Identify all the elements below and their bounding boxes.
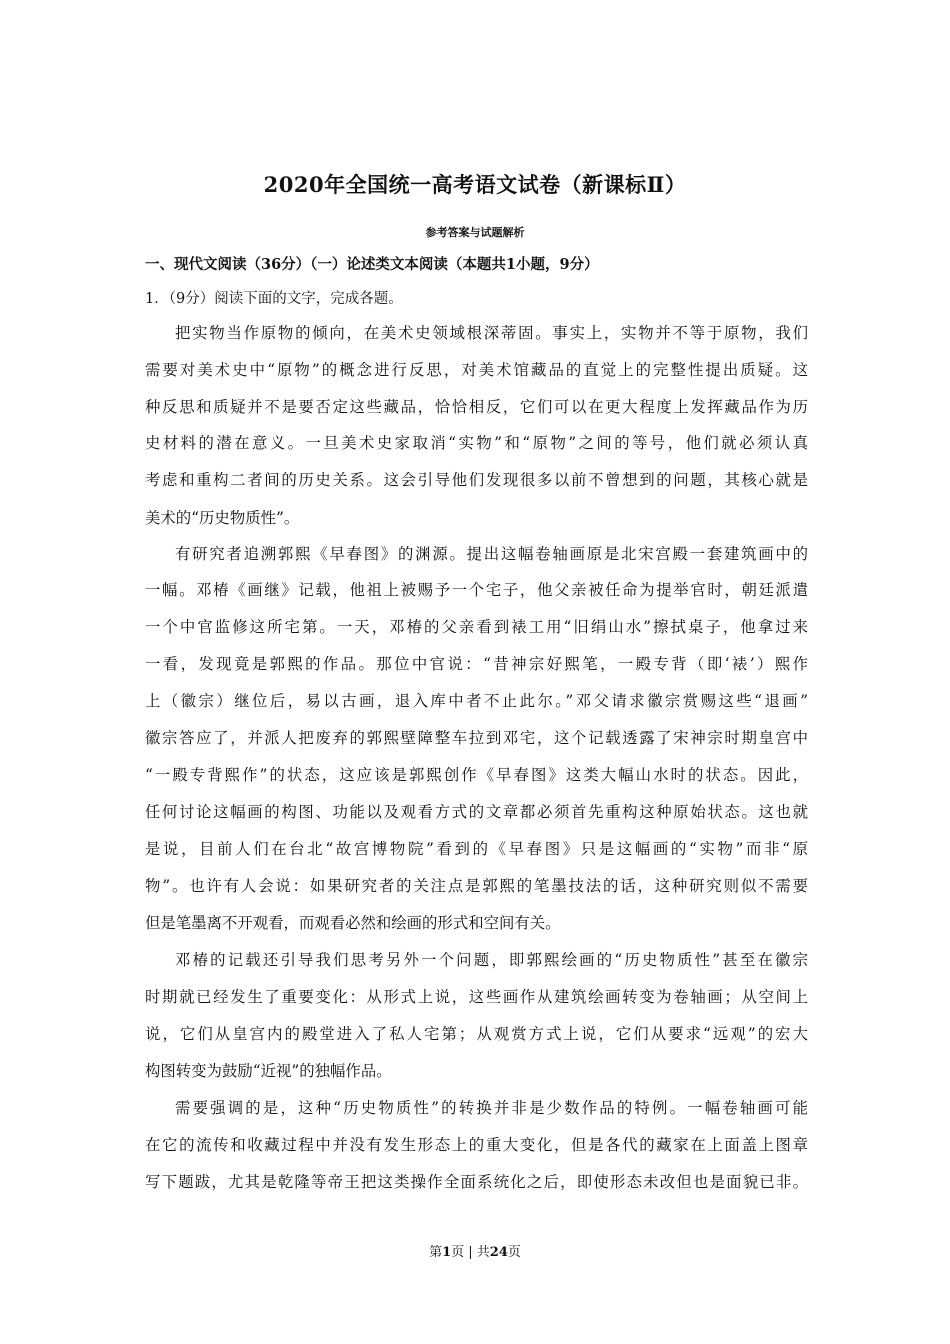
text-line: 需要对美术史中“原物”的概念进行反思，对美术馆藏品的直觉上的完整性提出质疑。这	[145, 361, 808, 379]
text-line: 在它的流传和收藏过程中并没有发生形态上的重大变化，但是各代的藏家在上面盖上图章	[145, 1136, 808, 1154]
footer-page-suffix: 页	[507, 1245, 521, 1260]
text-line: 徽宗答应了，并派人把废弃的郭熙壁障整车拉到邓宅，这个记载透露了宋神宗时期皇宫中	[145, 729, 808, 747]
text-line: 美术的“历史物质性”。	[145, 509, 300, 527]
document-subtitle: 参考答案与试题解析	[425, 226, 525, 239]
text-line: 史材料的潜在意义。一旦美术史家取消“实物”和“原物”之间的等号，他们就必须认真	[145, 434, 808, 452]
page-footer	[0, 1244, 950, 1262]
text-line: 时期就已经发生了重要变化：从形式上说，这些画作从建筑绘画转变为卷轴画；从空间上	[145, 988, 808, 1006]
text-line: 有研究者追溯郭熙《早春图》的渊源。提出这幅卷轴画原是北宋宫殿一套建筑画中的	[175, 545, 808, 563]
footer-page-mid: 页 | 共	[451, 1245, 490, 1260]
text-line: 种反思和质疑并不是要否定这些藏品，恰恰相反，它们可以在更大程度上发挥藏品作为历	[145, 398, 808, 416]
text-line: 任何讨论这幅画的构图、功能以及观看方式的文章都必须首先重构这种原始状态。这也就	[145, 803, 808, 821]
text-line: 物”。也许有人会说：如果研究者的关注点是郭熙的笔墨技法的话，这种研究则似不需要	[145, 877, 808, 895]
text-line: 写下题跋，尤其是乾隆等帝王把这类操作全面系统化之后，即使形态未改但也是面貌已非。	[145, 1173, 808, 1191]
question-intro: 1．（9分）阅读下面的文字，完成各题。	[145, 291, 403, 307]
text-line: “一殿专背熙作”的状态，这应该是郭熙创作《早春图》这类大幅山水时的状态。因此，	[145, 766, 808, 784]
footer-page-prefix: 第	[429, 1245, 443, 1260]
text-line: 考虑和重构二者间的历史关系。这会引导他们发现很多以前不曾想到的问题，其核心就是	[145, 471, 808, 489]
text-line: 构图转变为鼓励“近视”的独幅作品。	[145, 1062, 392, 1080]
text-line: 是说，目前人们在台北“故宫博物院”看到的《早春图》只是这幅画的“实物”而非“原	[145, 840, 808, 858]
text-line: 上（徽宗）继位后，易以古画，退入库中者不止此尔。”邓父请求徽宗赏赐这些“退画”	[145, 692, 808, 710]
document-title: 2020年全国统一高考语文试卷（新课标Ⅱ）	[263, 172, 687, 197]
text-line: 邓椿的记载还引导我们思考另外一个问题，即郭熙绘画的“历史物质性”甚至在徽宗	[175, 951, 808, 969]
text-line: 说，它们从皇宫内的殿堂进入了私人宅第；从观赏方式上说，它们从要求“远观”的宏大	[145, 1025, 808, 1043]
text-line: 一看，发现竟是郭熙的作品。那位中官说：“昔神宗好熙笔，一殿专背（即‘裱’）熙作	[145, 655, 808, 673]
text-line: 把实物当作原物的倾向，在美术史领域根深蒂固。事实上，实物并不等于原物，我们	[175, 324, 808, 342]
footer-page-total: 24	[489, 1245, 508, 1260]
footer-page-current: 1	[442, 1245, 452, 1260]
text-line: 需要强调的是，这种“历史物质性”的转换并非是少数作品的特例。一幅卷轴画可能	[175, 1099, 808, 1117]
text-line: 一幅。邓椿《画继》记载，他祖上被赐予一个宅子，他父亲被任命为提举官时，朝廷派遣	[145, 581, 808, 599]
text-line: 一个中官监修这所宅第。一天，邓椿的父亲看到裱工用“旧绢山水”擦拭桌子，他拿过来	[145, 618, 808, 636]
section-heading: 一、现代文阅读（36分）（一）论述类文本阅读（本题共1小题，9分）	[145, 256, 599, 273]
text-line: 但是笔墨离不开观看，而观看必然和绘画的形式和空间有关。	[145, 914, 561, 932]
